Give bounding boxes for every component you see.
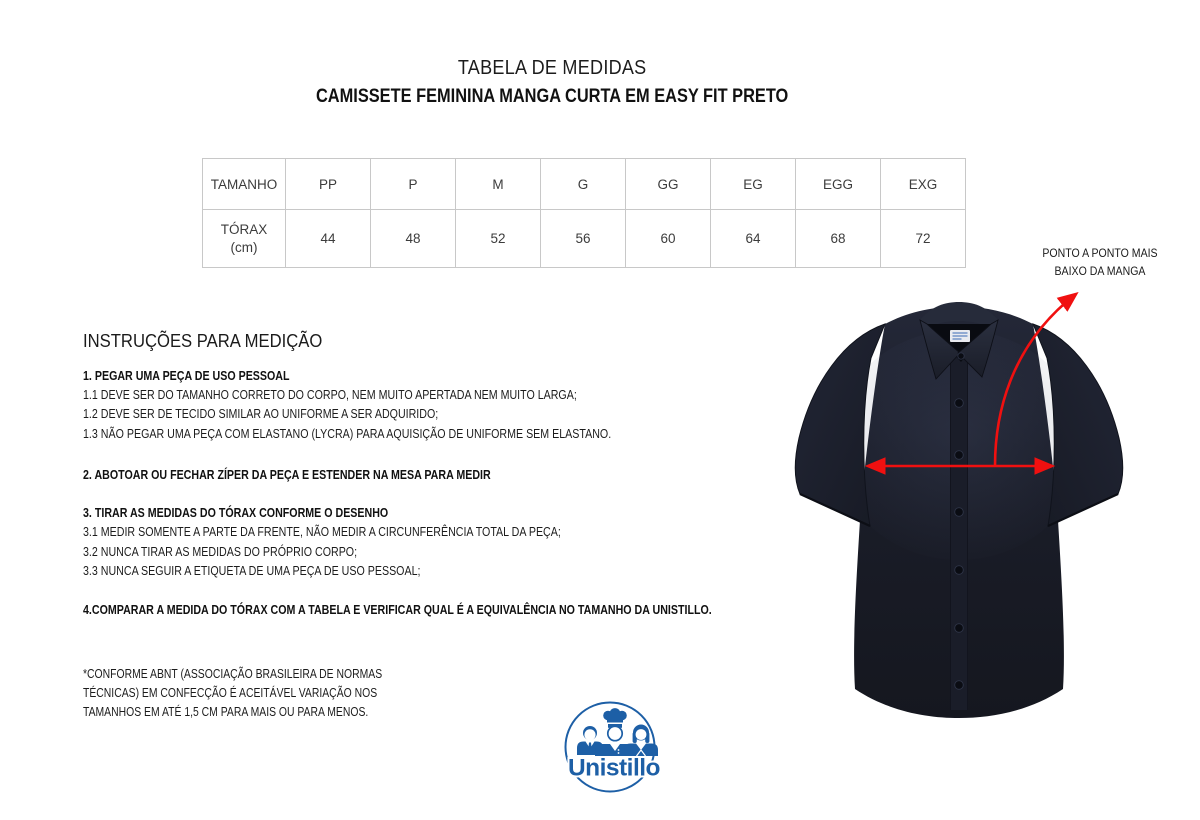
annotation-line-1: PONTO A PONTO MAIS — [1042, 246, 1158, 260]
size-col-pp: PP — [286, 159, 371, 210]
footnote-line-1: *CONFORME ABNT (ASSOCIAÇÃO BRASILEIRA DE NORMAS — [83, 665, 383, 681]
collar-button — [958, 353, 964, 359]
page-subtitle — [0, 85, 1104, 108]
abnt-footnote — [83, 664, 382, 722]
step3-title: 3. TIRAR AS MEDIDAS DO TÓRAX CONFORME O DESENHO — [83, 504, 389, 520]
size-col-egg: EGG — [796, 159, 881, 210]
page-subtitle-text: CAMISSETE FEMININA MANGA CURTA EM EASY FIT PRETO — [315, 85, 789, 107]
step3-item-2: 3.2 NUNCA TIRAR AS MEDIDAS DO PRÓPRIO CORPO; — [83, 543, 358, 559]
step1-title: 1. PEGAR UMA PEÇA DE USO PESSOAL — [83, 367, 290, 383]
size-col-eg: EG — [711, 159, 796, 210]
size-table-corner-cell: TAMANHO — [203, 159, 286, 210]
step4-title: 4.COMPARAR A MEDIDA DO TÓRAX COM A TABELA E VERIFICAR QUAL É A EQUIVALÊNCIA NO TAMANHO DA UNISTILLO. — [83, 601, 712, 617]
page-title-text: TABELA DE MEDIDAS — [457, 56, 647, 79]
torax-value-pp: 44 — [286, 210, 371, 268]
annotation-line-2: BAIXO DA MANGA — [1054, 264, 1146, 278]
size-col-g: G — [541, 159, 626, 210]
torax-row-label — [203, 210, 286, 268]
size-table-header-row — [203, 159, 966, 210]
size-col-exg: EXG — [881, 159, 966, 210]
torax-value-g: 56 — [541, 210, 626, 268]
instructions-list — [83, 366, 712, 619]
torax-value-exg: 72 — [881, 210, 966, 268]
page-title — [0, 56, 1104, 80]
chef-hat-icon — [603, 708, 627, 728]
torax-unit: (cm) — [230, 239, 258, 255]
torax-value-eg: 64 — [711, 210, 796, 268]
logo-woman-figure — [624, 725, 658, 757]
step1-item-1: 1.1 DEVE SER DO TAMANHO CORRETO DO CORPO, NEM MUITO APERTADA NEM MUITO LARGA; — [83, 386, 577, 402]
torax-label: TÓRAX — [220, 221, 268, 237]
step3-item-3: 3.3 NUNCA SEGUIR A ETIQUETA DE UMA PEÇA DE USO PESSOAL; — [83, 563, 421, 579]
torax-value-p: 48 — [371, 210, 456, 268]
instructions-heading: INSTRUÇÕES PARA MEDIÇÃO — [83, 330, 323, 351]
torax-value-m: 52 — [456, 210, 541, 268]
step1-item-2: 1.2 DEVE SER DE TECIDO SIMILAR AO UNIFORME A SER ADQUIRIDO; — [83, 406, 439, 422]
shirt-measurement-diagram — [780, 240, 1200, 740]
collar-brand-label — [950, 330, 970, 342]
torax-value-gg: 60 — [626, 210, 711, 268]
size-col-p: P — [371, 159, 456, 210]
step2-title: 2. ABOTOAR OU FECHAR ZÍPER DA PEÇA E ESTENDER NA MESA PARA MEDIR — [83, 467, 491, 483]
unistillo-logo — [560, 700, 660, 806]
step3-item-1: 3.1 MEDIR SOMENTE A PARTE DA FRENTE, NÃO MEDIR A CIRCUNFERÊNCIA TOTAL DA PEÇA; — [83, 524, 561, 540]
size-col-m: M — [456, 159, 541, 210]
footnote-line-2: TÉCNICAS) EM CONFECÇÃO É ACEITÁVEL VARIAÇÃO NOS — [83, 684, 378, 700]
step1-item-3: 1.3 NÃO PEGAR UMA PEÇA COM ELASTANO (LYCRA) PARA AQUISIÇÃO DE UNIFORME SEM ELASTANO. — [83, 425, 612, 441]
shirt-photo — [795, 302, 1122, 718]
footnote-line-3: TAMANHOS EM ATÉ 1,5 CM PARA MAIS OU PARA MENOS. — [83, 704, 369, 720]
size-col-gg: GG — [626, 159, 711, 210]
logo-brand-text: Unistillo — [568, 754, 660, 782]
torax-value-egg: 68 — [796, 210, 881, 268]
